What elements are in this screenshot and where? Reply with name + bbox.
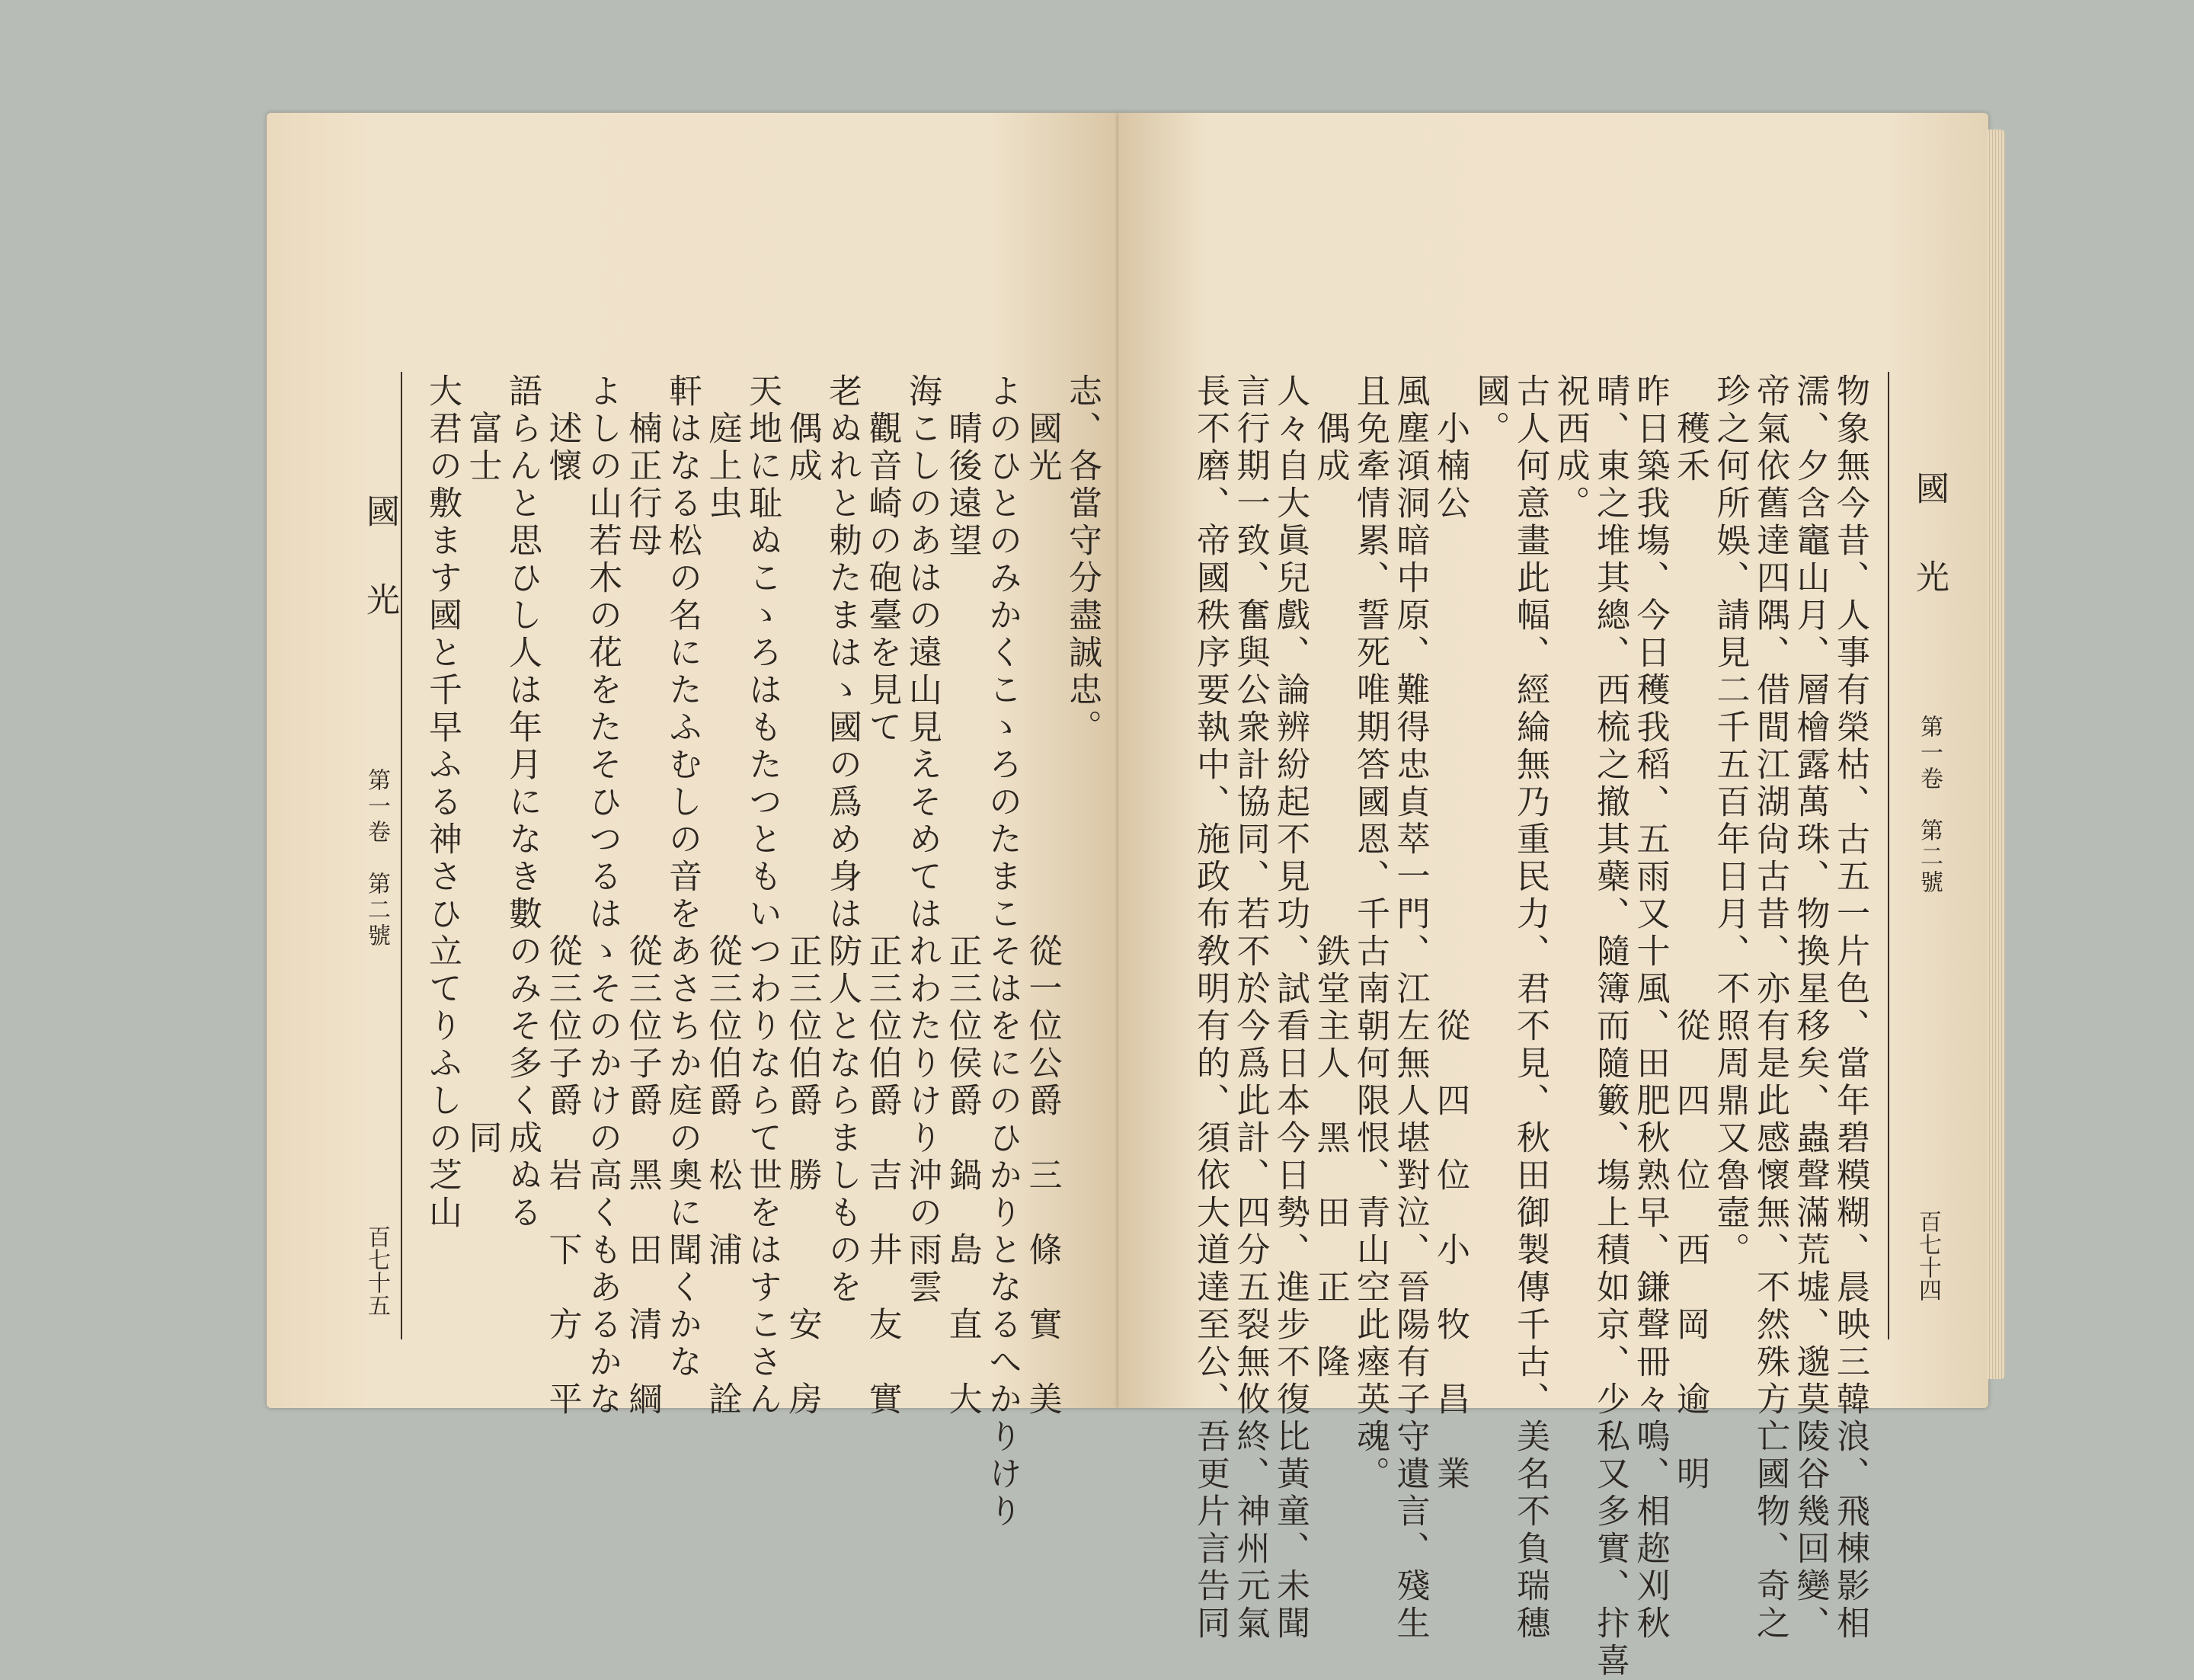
text-column: 且免牽情累、誓死唯期答國恩、千古南朝何限恨、青山空此瘞英魂。 xyxy=(1351,373,1390,1493)
left-page xyxy=(267,113,1118,1531)
text-column: 穫禾 從 四 位 西 岡 逾 明 xyxy=(1671,373,1709,1493)
text-column: 長不磨、帝國秩序要執中、施政布敎明有的、須依大道達至公、吾更片言告同 xyxy=(1191,373,1230,1643)
right-running-title: 國 光 xyxy=(1910,471,1949,603)
text-column: 言行期一致、奮與公衆計協同、若不於今爲此計、四分五裂無攸終、神州元氣 xyxy=(1230,373,1270,1643)
text-column: よのひとのみかくこゝろのたまこそはをにのひかりとなるへかりけり xyxy=(983,373,1022,1531)
text-column: 晴後遠望 正三位侯爵 鍋 島 直 大 xyxy=(942,373,982,1419)
text-column: 晴、東之堆其總、西梳之撤其蘗、隨簿而隨籔、塲上積如京、少私又多實、抃喜 xyxy=(1591,373,1630,1680)
right-column-rule xyxy=(1888,372,1889,1339)
text-column: 昨日築我塲、今日穫我稻、五雨又十風、田肥秋熟早、鎌聲冊々鳴、相趂刈秋 xyxy=(1630,373,1670,1643)
left-volume-number: 第一卷 第二號 xyxy=(363,768,390,949)
text-column: 偶成 鉄堂主人 黑 田 正 隆 xyxy=(1310,373,1350,1381)
text-column: 富士 同 xyxy=(462,373,502,1157)
left-page-number: 百七十五 xyxy=(363,1225,390,1317)
text-column: 偶成 正三位伯爵 勝 安 房 xyxy=(782,373,822,1419)
text-column: 庭上虫 從三位伯爵 松 浦 詮 xyxy=(702,373,742,1419)
text-column: 志、各當守分盡誠忠。 xyxy=(1063,373,1102,747)
text-column: 小楠公 從 四 位 小 牧 昌 業 xyxy=(1431,373,1470,1493)
text-column: 物象無今昔、人事有榮枯、古五一片色、當年碧糢糊、晨映三韓浪、飛棟影相 xyxy=(1831,373,1869,1643)
right-page xyxy=(1118,113,1988,1680)
right-page-number: 百七十四 xyxy=(1914,1210,1941,1301)
text-column: 觀音崎の砲臺を見て 正三位伯爵 吉 井 友 實 xyxy=(862,373,902,1419)
text-column: 海こしのあはの遠山見えそめてはれわたりけり沖の雨雲 xyxy=(903,373,942,1307)
text-column: 濡、夕含竈山月、層檜露萬珠、物換星移矣、蟲聲滿荒墟、邈莫陵谷幾回變、 xyxy=(1790,373,1830,1643)
text-column: 大君の敷ます國と千早ふる神さひ立てりふしの芝山 xyxy=(423,373,462,1232)
text-column: 楠正行母 從三位子爵 黑 田 清 綱 xyxy=(622,373,662,1419)
text-column: 祝西成。 xyxy=(1550,373,1590,523)
text-column: よしの山若木の花をたそひつるはゝそのかけの高くもあるかな xyxy=(583,373,622,1419)
left-column-rule xyxy=(401,372,402,1339)
text-column: 風塵澒洞暗中原、難得忠貞萃一門、江左無人堪對泣、晉陽有子守遺言、殘生 xyxy=(1390,373,1430,1643)
text-column: 老ぬれと勅たまはゝ國の爲め身は防人とならましものを xyxy=(823,373,862,1307)
text-column: 國。 xyxy=(1470,373,1510,448)
text-column: 古人何意畫此幅、經綸無乃重民力、君不見、秋田御製傳千古、美名不負瑞穗 xyxy=(1511,373,1550,1643)
left-running-title: 國 光 xyxy=(360,494,399,626)
text-column: 述懷 從三位子爵 岩 下 方 平 xyxy=(542,373,582,1419)
text-column: 人々自大眞兒戲、論辨紛起不見功、試看日本今日勢、進步不復比黃童、未聞 xyxy=(1271,373,1310,1643)
text-column: 國光 從一位公爵 三 條 實 美 xyxy=(1022,373,1062,1419)
open-book xyxy=(267,113,1988,1680)
text-column: 珍之何所娛、請見二千五百年日月、不照周鼎又魯壼。 xyxy=(1710,373,1750,1269)
text-column: 軒はなる松の名にたふむしの音をあさちか庭の奧に聞くかな xyxy=(663,373,702,1381)
text-column: 語らんと思ひし人は年月になき數のみそ多く成ぬる xyxy=(503,373,542,1232)
page-edges xyxy=(1987,130,2005,1379)
text-column: 帝氣依舊達四隅、借間江湖尙古昔、亦有是此感懷無、不然殊方亡國物、奇之 xyxy=(1751,373,1789,1643)
text-column: 天地に耻ぬこゝろはもたつともいつわりならて世をはすこさん xyxy=(743,373,782,1419)
right-volume-number: 第一卷 第二號 xyxy=(1916,715,1943,896)
